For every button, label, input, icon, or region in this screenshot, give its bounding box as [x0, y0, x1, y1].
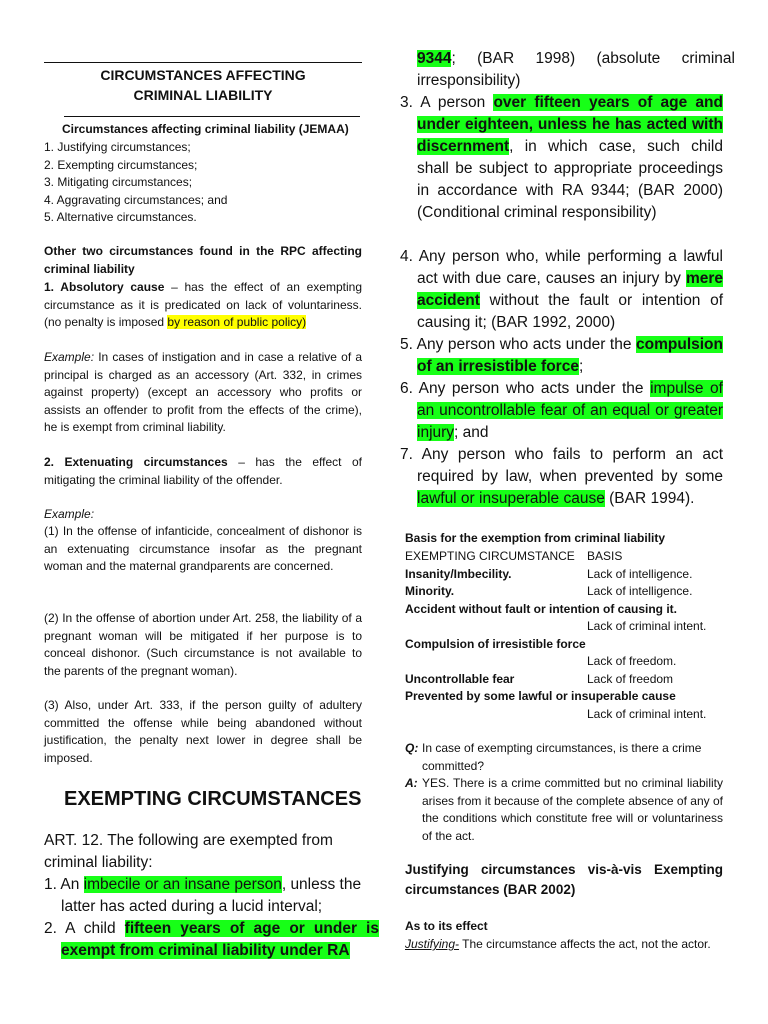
item-1-suffix: , unless the latter has acted during a lucid interval;	[61, 876, 362, 915]
item-5-highlight: compulsion of an irresistible force	[417, 336, 723, 375]
basis-header-row	[405, 548, 723, 566]
accident-basis: Lack of criminal intent.	[587, 619, 707, 633]
title-bottom-rule	[64, 116, 360, 117]
example2-label: Example:	[44, 507, 95, 521]
example-3: (3) Also, under Art. 333, if the person guilty of adultery committed the offense while being abandoned without justification, the penalty next lower in degree shall be imposed.	[44, 698, 362, 765]
top-rule	[44, 62, 362, 63]
list-item: 1. Justifying circumstances;	[44, 140, 191, 154]
list-item: 4. Aggravating circumstances; and	[44, 192, 228, 207]
a-label: A:	[405, 776, 418, 790]
justifying-effect	[405, 936, 768, 954]
item-1-highlight: imbecile or an insane person	[83, 876, 282, 893]
absolutory-highlight: by reason of public policy)	[167, 315, 307, 329]
item-3-suffix: , in which case, such child shall be subject to appropriate proceedings in accordance with RA 9344; (BAR 2000) (Conditional criminal responsibility)	[417, 138, 723, 221]
list-item: 2. Exempting circumstances;	[44, 157, 198, 172]
basis-col2-header: BASIS	[587, 549, 623, 563]
item-3-prefix: 3. A person	[400, 94, 494, 111]
exempting-title: EXEMPTING CIRCUMSTANCES	[64, 788, 362, 810]
basis-cell: Insanity/Imbecility.	[405, 566, 512, 581]
q-label: Q:	[405, 741, 419, 755]
item-6	[400, 378, 723, 444]
item-4-highlight: mere accident	[417, 270, 723, 309]
item-3	[400, 92, 723, 224]
example-1: (1) In the offense of infanticide, concealment of dishonor is an extenuating circumstance insofar as the pregnant woman and the maternal grandparents are concerned.	[44, 524, 362, 573]
art12-text: ART. 12. The following are exempted from criminal liability:	[44, 832, 333, 871]
extenuating-label: 2. Extenuating circumstances	[44, 455, 228, 469]
list-item: 3. Mitigating circumstances;	[44, 175, 193, 189]
item-6-suffix: ; and	[454, 424, 489, 441]
item-5-prefix: 5. Any person who acts under the	[400, 336, 637, 353]
basis-cell: Lack of intelligence.	[587, 584, 693, 598]
item-7-prefix: 7. Any person who fails to perform an act required by law, when prevented by some	[400, 446, 723, 485]
item-5-suffix: ;	[578, 358, 584, 375]
jemaa-heading: Circumstances affecting criminal liability (JEMAA)	[62, 122, 349, 136]
extenuating-text: – has the effect of mitigating the criminal liability of the offender.	[44, 455, 362, 487]
basis-table	[405, 548, 723, 723]
jve-heading: Justifying circumstances vis-à-vis Exempting circumstances (BAR 2002)	[405, 862, 723, 897]
item-4-prefix: 4. Any person who, while performing a lawful act with due care, causes an injury by	[400, 248, 723, 287]
example-2: (2) In the offense of abortion under Art. 258, the liability of a pregnant woman will be mitigated if her purpose is to conceal dishonor. (Such circumstance is not available to the parents of the pregnant woman).	[44, 611, 362, 678]
title-line-1: CIRCUMSTANCES AFFECTING	[100, 67, 306, 83]
example-paragraph	[44, 349, 362, 437]
item-4-suffix: without the fault or intention of causing it; (BAR 1992, 2000)	[417, 292, 723, 331]
fear-row: Uncontrollable fear	[405, 671, 515, 686]
item-7	[400, 444, 723, 510]
extenuating-paragraph	[44, 454, 362, 489]
absolutory-text: – has the effect of an exempting circumstance as it is predicated on lack of voluntariness. (no penalty is imposed	[44, 280, 362, 329]
basis-cell: Minority.	[405, 584, 455, 598]
basis-cell: Lack of intelligence.	[587, 566, 693, 581]
basis-heading: Basis for the exemption from criminal liability	[405, 531, 666, 545]
example-label: Example:	[44, 350, 95, 364]
item-6-highlight: impulse of an uncontrollable fear of an equal or greater injury	[417, 380, 723, 441]
question	[405, 740, 723, 775]
prevented-basis: Lack of criminal intent.	[587, 706, 707, 721]
title-line-2: CRIMINAL LIABILITY	[133, 87, 273, 103]
item-2	[44, 918, 379, 962]
a-text: YES. There is a crime committed but no criminal liability arises from it because of the complete absence of any of the conditions which constitute free will or voluntariness of the act.	[422, 776, 723, 843]
item-1	[44, 874, 379, 918]
justifying-text: The circumstance affects the act, not the actor.	[459, 937, 711, 951]
item-2-prefix: 2. A child	[44, 920, 125, 937]
item-3-highlight: over fifteen years of age and under eighteen, unless he has acted with discernment	[417, 94, 723, 155]
item-2-cont-text: ; (BAR 1998) (absolute criminal irresponsibility)	[417, 50, 735, 89]
example-text: In cases of instigation and in case a relative of a principal is charged as an accessory (Art. 332, in crimes against property) (except an accessory who profits or assists an offender to profit from the effects of the crime), he is exempt from criminal liability.	[44, 350, 362, 434]
accident-row: Accident without fault or intention of causing it.	[405, 601, 677, 616]
compulsion-row: Compulsion of irresistible force	[405, 636, 586, 651]
effect-heading: As to its effect	[405, 919, 488, 933]
item-7-highlight: lawful or insuperable cause	[417, 490, 605, 507]
basis-col1-header: EXEMPTING CIRCUMSTANCE	[405, 549, 575, 563]
justifying-label: Justifying-	[405, 937, 460, 951]
item-4	[400, 246, 723, 334]
item-7-suffix: (BAR 1994).	[604, 490, 695, 507]
item-2-continued	[405, 48, 735, 92]
absolutory-paragraph	[44, 279, 362, 332]
item-2-cont-highlight: 9344	[417, 50, 452, 67]
item-6-prefix: 6. Any person who acts under the	[400, 380, 651, 397]
jemaa-list	[44, 139, 362, 227]
other-heading: Other two circumstances found in the RPC affecting criminal liability	[44, 244, 362, 276]
table-row	[405, 566, 723, 584]
q-text: In case of exempting circumstances, is there a crime committed?	[422, 741, 702, 773]
table-row	[405, 583, 723, 601]
prevented-row: Prevented by some lawful or insuperable cause	[405, 689, 676, 703]
item-1-prefix: 1. An	[44, 876, 84, 893]
answer	[405, 775, 723, 845]
item-2-highlight: fifteen years of age or under is exempt from criminal liability under RA	[61, 920, 379, 959]
compulsion-basis: Lack of freedom.	[587, 654, 677, 668]
item-5	[400, 334, 723, 378]
list-item: 5. Alternative circumstances.	[44, 210, 197, 224]
table-row	[405, 671, 723, 689]
fear-basis: Lack of freedom	[587, 671, 674, 686]
absolutory-label: 1. Absolutory cause	[44, 280, 165, 294]
